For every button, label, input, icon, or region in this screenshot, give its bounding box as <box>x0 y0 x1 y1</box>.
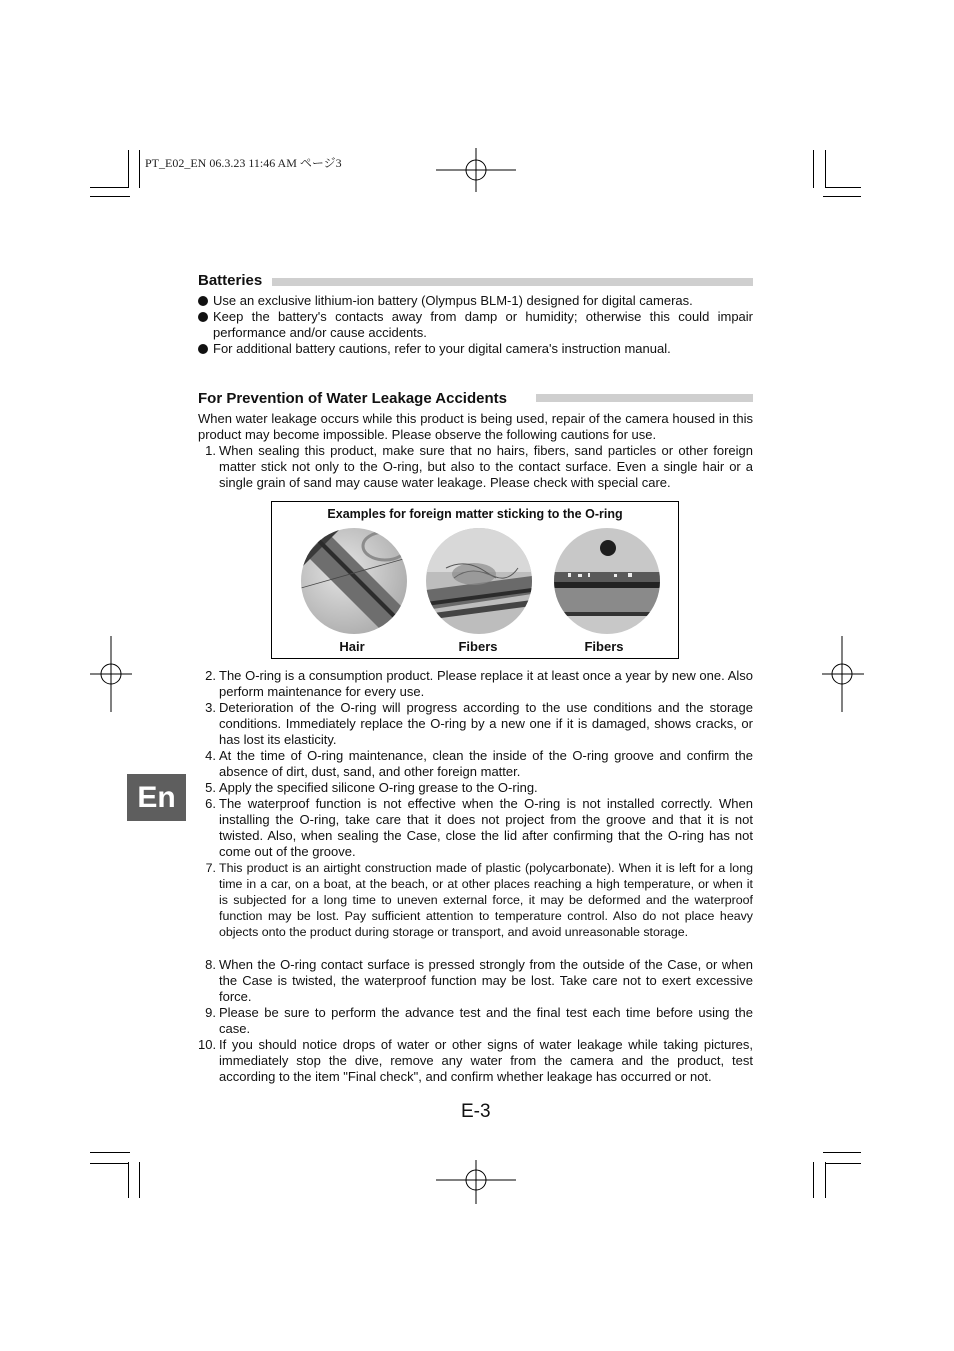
registration-mark-top <box>436 148 516 192</box>
list-item: For additional battery cautions, refer to your digital camera's instruction manual. <box>198 341 753 357</box>
caption-hair: Hair <box>339 639 365 654</box>
bullet-icon <box>198 296 208 306</box>
list-item: 4. At the time of O-ring maintenance, clean the inside of the O-ring groove and confirm the absence of dirt, dust, sand, and other foreign matter. <box>205 748 753 779</box>
heading-rule <box>272 278 753 286</box>
list-item: 8. When the O-ring contact surface is pressed strongly from the outside of the Case, or when the Case is twisted, the waterproof function may be lost. Take care not to exert excessive force. <box>205 957 753 1004</box>
leakage-heading: For Prevention of Water Leakage Accidents <box>198 390 507 407</box>
fibers-photo-2 <box>554 528 660 634</box>
caption-fibers-2: Fibers <box>584 639 624 654</box>
hair-photo <box>301 528 407 634</box>
list-item: 6. The waterproof function is not effective when the O-ring is not installed correctly. When installing the O-ring, take care that it does not project from the groove and that it is not twisted. Also, when sealing the Case, close the lid after confirming that the O-ring has not come out of the groove. <box>205 796 753 859</box>
page-number: E-3 <box>461 1101 491 1122</box>
caption-fibers-1: Fibers <box>458 639 498 654</box>
list-item: Use an exclusive lithium-ion battery (Olympus BLM-1) designed for digital cameras. <box>198 293 753 309</box>
print-slug: PT_E02_EN 06.3.23 11:46 AM ページ3 <box>145 156 342 170</box>
list-item: 5. Apply the specified silicone O-ring grease to the O-ring. <box>205 780 538 795</box>
fibers-photo-1 <box>426 528 532 634</box>
list-item: 9. Please be sure to perform the advance test and the final test each time before using the case. <box>205 1005 753 1036</box>
registration-mark-left <box>90 636 132 712</box>
bullet-icon <box>198 312 208 322</box>
language-tab: En <box>127 774 186 821</box>
intro-paragraph: When water leakage occurs while this product is being used, repair of the camera housed in this product may become impossible. Please observe the following cautions for use. <box>198 411 753 442</box>
list-item: 10. If you should notice drops of water or other signs of water leakage while taking pictures, immediately stop the dive, remove any water from the camera and the product, test according to the item "Final check", and confirm whether leakage has occurred or not. <box>198 1037 753 1084</box>
bullet-icon <box>198 344 208 354</box>
list-item: 7. This product is an airtight construction made of plastic (polycarbonate). When it is left for a long time in a car, on a boat, at the beach, or at other places reaching a high temperature, or when it is subjected for a long time to uneven external force, it may be deformed and the waterproof function may be lost. Pay sufficient attention to temperature control. Also do not place heavy objects onto the product during storage or transport, and avoid unreasonable storage. <box>205 861 753 939</box>
oring-figure <box>271 501 679 659</box>
registration-mark-bottom <box>436 1160 516 1204</box>
registration-mark-right <box>822 636 864 712</box>
list-item: Keep the battery's contacts away from damp or humidity; otherwise this could impair performance and/or cause accidents. <box>198 309 753 341</box>
list-item: 1. When sealing this product, make sure that no hairs, fibers, sand particles or other foreign matter stick not only to the O-ring, but also to the contact surface. Even a single hair or a single grain of sand may cause water leakage. Please check with special care. <box>205 443 753 490</box>
list-item: 2. The O-ring is a consumption product. Please replace it at least once a year by new one. Also perform maintenance for every use. <box>205 668 753 699</box>
list-item: 3. Deterioration of the O-ring will progress according to the use conditions and the storage conditions. Immediately replace the O-ring by a new one if it is damaged, shows cracks, or has lost its elasticity. <box>205 700 753 747</box>
heading-rule <box>536 394 753 402</box>
figure-title: Examples for foreign matter sticking to the O-ring <box>327 507 623 521</box>
batteries-heading: Batteries <box>198 272 263 289</box>
